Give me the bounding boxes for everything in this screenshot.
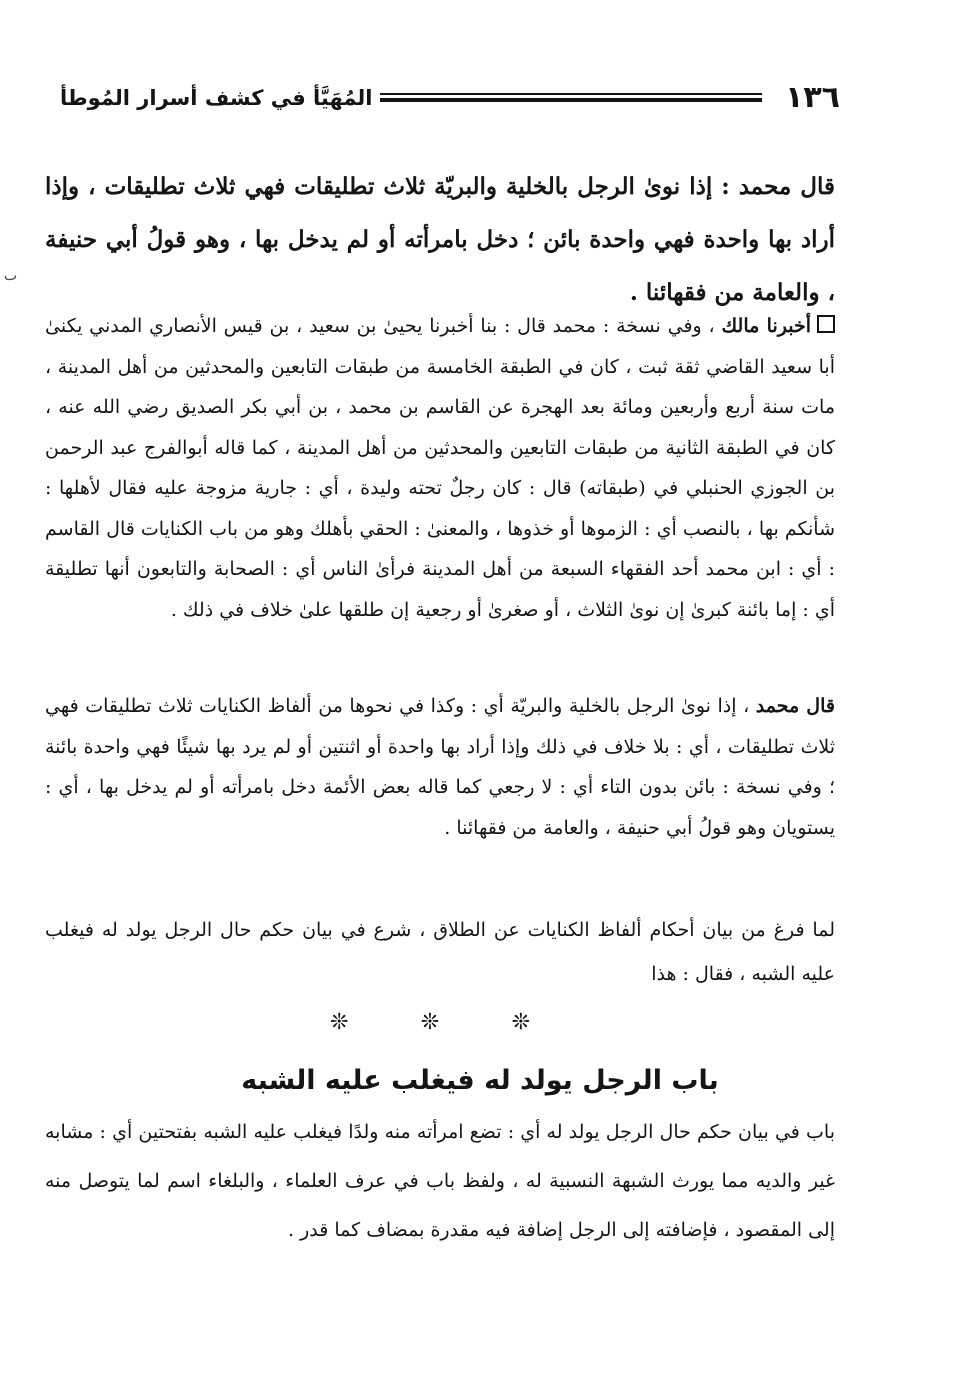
commentary-1-body: ، وفي نسخة : محمد قال : بنا أخبرنا يحيىٰ بن سعيد ، بن قيس الأنصاري المدني يكنىٰ أبا سعيد القاضي ثقة ثبت ، كان في الطبقة الخامسة من طبقات التابعين والمحدثين من أهل المدينة ، مات سنة أربع وأربعين ومائة بعد الهجرة عن القاسم بن محمد ، بن أبي بكر الصديق رضي الله عنه ، كان في الطبقة الثانية من طبقات التابعين والمحدثين من أهل المدينة ، كما قاله أبوالفرج عبد الرحمن بن الجوزي الحنبلي في (طبقاته) قال : كان رجلٌ تحته وليدة ، أي : جارية مزوجة عليه فقال لأهلها : شأنكم بها ، بالنصب أي : الزموها أو خذوها ، والمعنىٰ : الحقي بأهلك وهو من باب الكنايات قال القاسم : أي : ابن محمد أحد الفقهاء السبعة من أهل المدينة فرأىٰ الناس أي : الصحابة والتابعون أنها تطليقة أي : إما بائنة كبرىٰ إن نوىٰ الثلاث ، أو صغرىٰ أو رجعية إن طلقها علىٰ خلاف في ذلك . (45, 315, 835, 621)
commentary-paragraph-2 (45, 686, 835, 848)
divider-star-icon: ❊ (420, 1010, 440, 1035)
commentary-1-label: أخبرنا مالك (721, 315, 811, 337)
main-text-label: قال محمد : (721, 173, 835, 200)
divider-star-icon: ❊ (511, 1010, 530, 1035)
commentary-paragraph-1 (45, 306, 835, 630)
page-header (60, 78, 840, 118)
page-number: ١٣٦ (785, 80, 840, 115)
chapter-intro-body: باب في بيان حكم حال الرجل يولد له أي : تضع امرأته منه ولدًا فيغلب عليه الشبه بفتحتين أي : مشابه غير والديه مما يورث الشبهة النسبية له ، ولفظ باب في عرف العلماء ، والبلغاء اسم لما يتوصل منه إلى المقصود ، فإضافته إلى الرجل إضافة فيه مقدرة بمضاف كما قدر . (45, 1121, 835, 1241)
transition-paragraph (45, 908, 835, 996)
margin-mark: ٮ (4, 268, 18, 284)
header-rule (380, 93, 762, 102)
chapter-title: باب الرجل يولد له فيغلب عليه الشبه (241, 1065, 719, 1096)
commentary-2-body: ، إذا نوىٰ الرجل بالخلية والبريّة أي : وكذا في نحوها من ألفاظ الكنايات ثلاث تطليقات فهي ثلاث تطليقات ، أي : بلا خلاف في ذلك وإذا أراد بها واحدة أو اثنتين أو لم يرد بها شيئًا فهي واحدة بائنة ؛ وفي نسخة : بائن بدون التاء أي : لا رجعي كما قاله بعض الأئمة دخل بامرأته أو لم يدخل بها ، أي : يستويان وهو قولُ أبي حنيفة ، والعامة من فقهائنا . (45, 695, 835, 839)
transition-body: لما فرغ من بيان أحكام ألفاظ الكنايات عن الطلاق ، شرع في بيان حكم حال الرجل يولد له فيغلب عليه الشبه ، فقال : هذا (45, 919, 835, 985)
commentary-2-label: قال محمد (755, 695, 835, 717)
checkbox-square-icon (817, 315, 835, 333)
section-divider (330, 1010, 530, 1040)
book-title: المُهَيَّأ في كشف أسرار المُوطأ (60, 86, 373, 110)
main-text-paragraph (45, 160, 835, 319)
divider-star-icon: ❊ (330, 1010, 349, 1035)
chapter-intro-paragraph (45, 1108, 835, 1255)
main-text-body: إذا نوىٰ الرجل بالخلية والبريّة ثلاث تطليقات فهي ثلاث تطليقات ، وإذا أراد بها واحدة فهي واحدة بائن ؛ دخل بامرأته أو لم يدخل بها ، وهو قولُ أبي حنيفة ، والعامة من فقهائنا . (45, 173, 835, 306)
